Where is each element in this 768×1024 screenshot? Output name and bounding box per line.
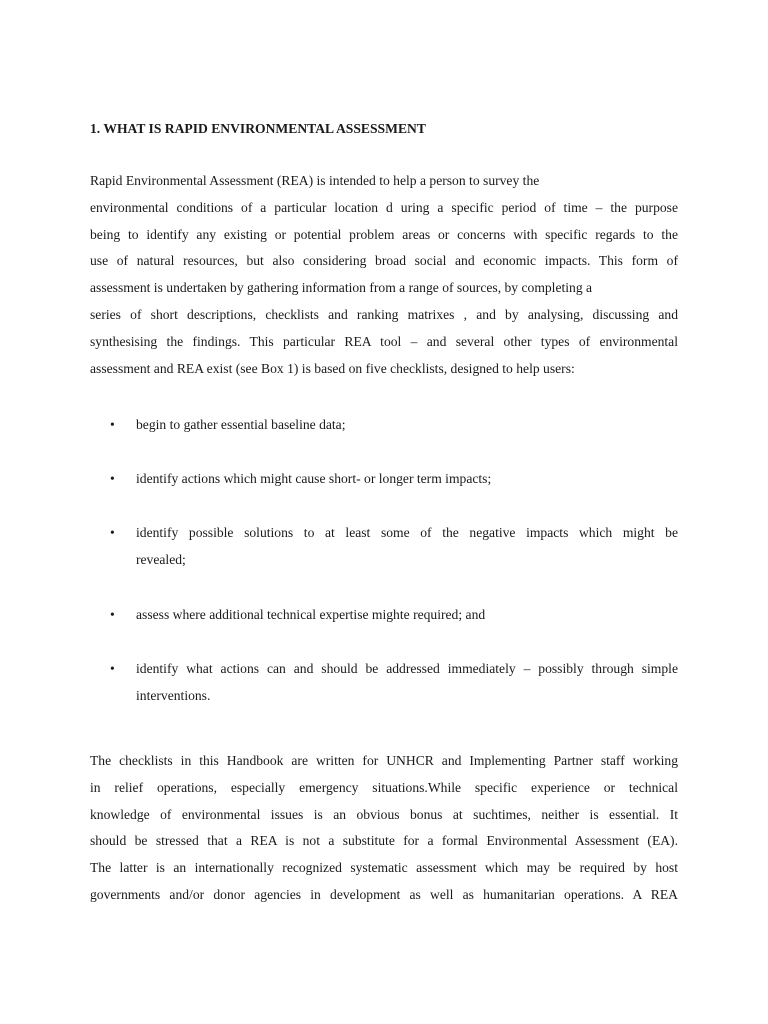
intro-paragraph xyxy=(90,168,678,382)
bullet-line: identify possible solutions to at least some of the negative impacts which might be xyxy=(136,525,678,540)
bullet-line: revealed; xyxy=(136,552,186,567)
bullet-text xyxy=(136,519,678,573)
paragraph-line: The latter is an internationally recognized systematic assessment which may be required by host xyxy=(90,860,678,876)
paragraph-line: The checklists in this Handbook are written for UNHCR and Implementing Partner staff working xyxy=(90,753,678,768)
bullet-text xyxy=(136,601,678,628)
bullet-text xyxy=(136,411,678,438)
paragraph-line: assessment is undertaken by gathering information from a range of sources, by completing a xyxy=(90,280,593,296)
paragraph-line: assessment and REA exist (see Box 1) is based on five checklists, designed to help users: xyxy=(90,360,575,376)
paragraph-line: governments and/or donor agencies in development as well as humanitarian operations. A REA xyxy=(90,886,678,902)
bullet-icon: • xyxy=(110,607,115,622)
section-heading: 1. WHAT IS RAPID ENVIRONMENTAL ASSESSMENT xyxy=(90,121,426,136)
paragraph-line: being to identify any existing or potential problem areas or concerns with specific regards to the xyxy=(90,226,678,242)
bullet-line: begin to gather essential baseline data; xyxy=(136,417,346,432)
paragraph-line: should be stressed that a REA is not a substitute for a formal Environmental Assessment (EA). xyxy=(90,833,678,849)
paragraph-line: in relief operations, especially emergency situations.While specific experience or technical xyxy=(90,779,678,795)
bullet-text xyxy=(136,655,678,709)
paragraph-line: use of natural resources, but also considering broad social and economic impacts. This form of xyxy=(90,253,678,269)
bullet-icon: • xyxy=(110,417,115,432)
bullet-line: assess where additional technical expertise mighte required; and xyxy=(136,607,486,622)
paragraph-line: series of short descriptions, checklists and ranking matrixes , and by analysing, discussing and xyxy=(90,306,678,322)
bullet-line: interventions. xyxy=(136,688,211,703)
bullet-icon: • xyxy=(110,471,115,486)
bullet-line: identify what actions can and should be addressed immediately – possibly through simple xyxy=(136,661,678,676)
paragraph-line: Rapid Environmental Assessment (REA) is intended to help a person to survey the xyxy=(90,173,540,188)
paragraph-line: environmental conditions of a particular location d uring a specific period of time – the purpose xyxy=(90,199,678,215)
bullet-icon: • xyxy=(110,661,115,676)
paragraph-line: synthesising the findings. This particular REA tool – and several other types of environmental xyxy=(90,333,678,349)
closing-paragraph xyxy=(90,748,678,909)
bullet-text xyxy=(136,465,678,492)
bullet-icon: • xyxy=(110,525,115,540)
paragraph-line: knowledge of environmental issues is an obvious bonus at suchtimes, neither is essential. It xyxy=(90,806,678,822)
bullet-line: identify actions which might cause short- or longer term impacts; xyxy=(136,471,492,486)
